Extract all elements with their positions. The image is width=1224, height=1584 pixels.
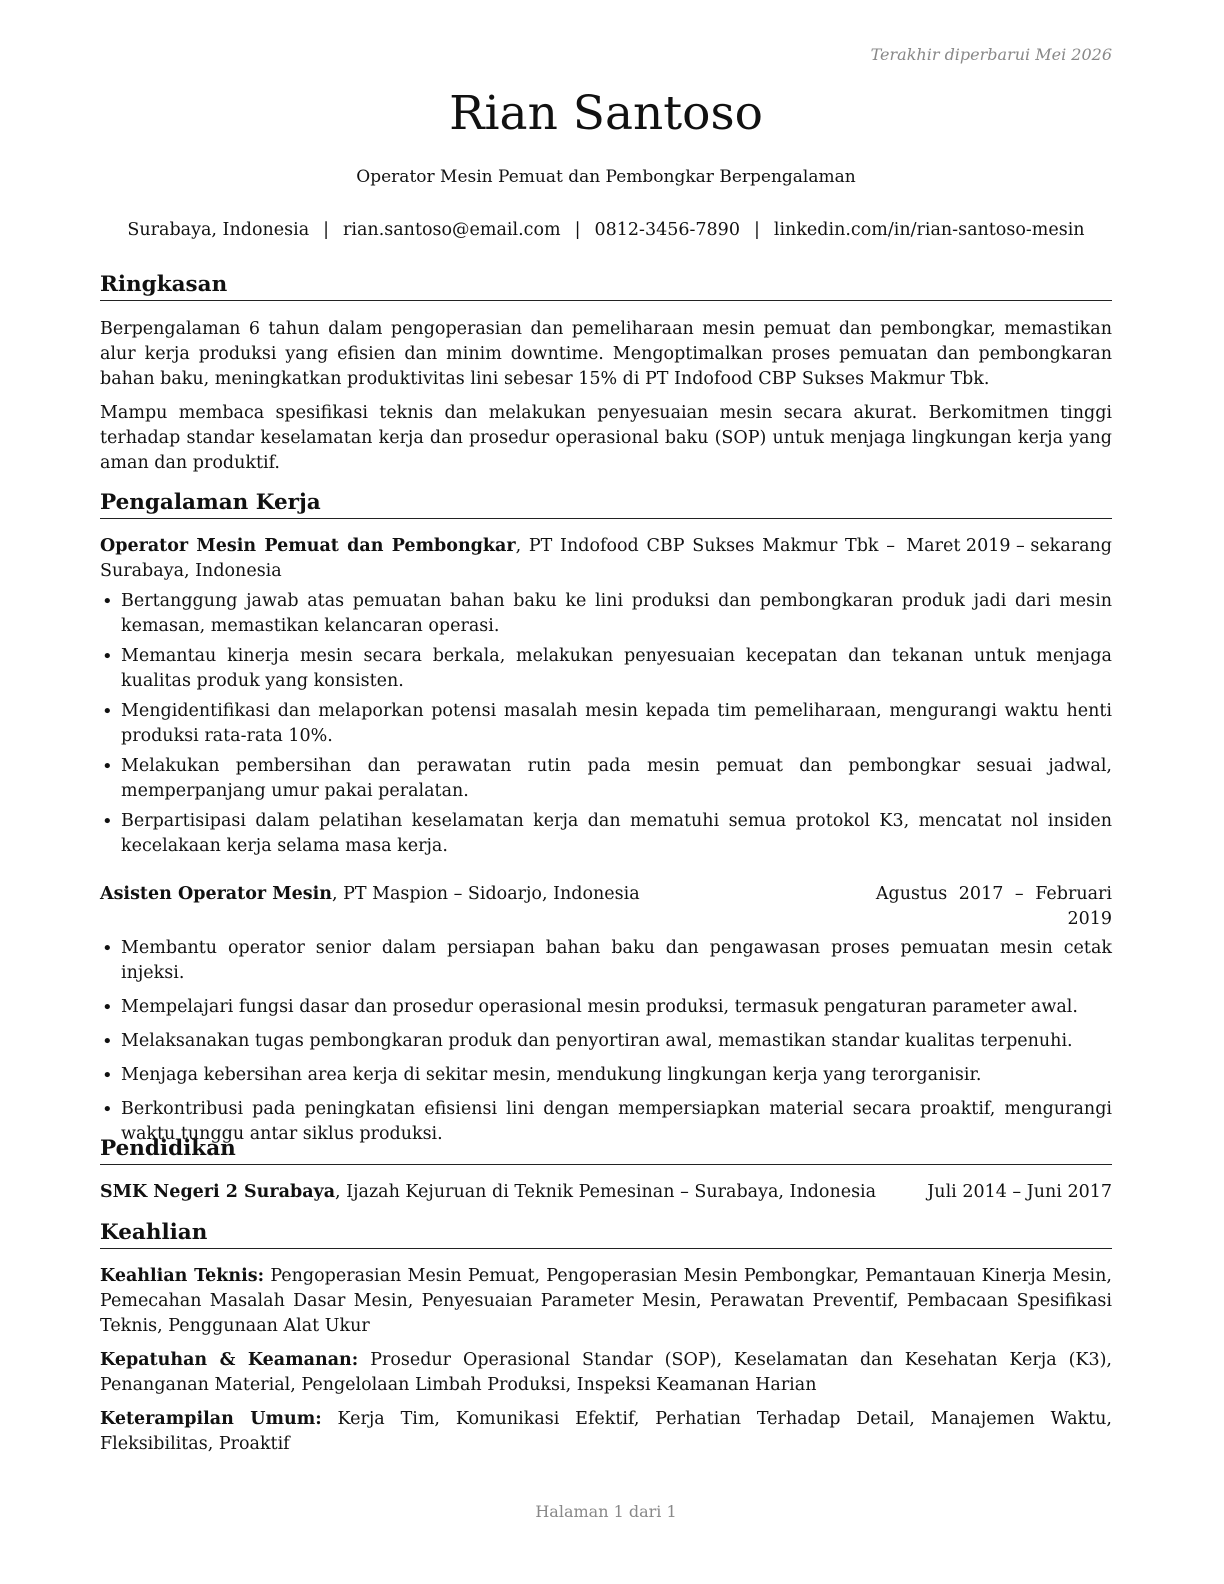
list-item: • Berkontribusi pada peningkatan efisiensi lini dengan mempersiapkan material secara proaktif, mengurangi waktu tunggu antar siklus produksi. [100,1097,1112,1147]
page-number: Halaman 1 dari 1 [535,1502,677,1521]
contact-separator: | [574,220,581,240]
list-item: • Membantu operator senior dalam persiapan bahan baku dan pengawasan proses pemuatan mesin cetak injeksi. [100,936,1112,986]
skill-group [100,1348,1112,1398]
section-title-experience: Pengalaman Kerja [100,489,1112,519]
job-title-line [100,882,640,932]
summary-paragraph: Mampu membaca spesifikasi teknis dan melakukan penyesuaian mesin secara akurat. Berkomitmen tinggi terhadap standar keselamatan kerja dan prosedur operasional baku (SOP) untuk menjaga lingkungan kerja yang aman dan produktif. [100,403,1112,473]
job-organization: , PT Maspion – Sidoarjo, Indonesia [331,884,640,904]
section-title-education: Pendidikan [100,1135,1112,1165]
job-role: Asisten Operator Mesin [100,884,332,904]
skill-group [100,1407,1112,1457]
skill-group-items: Prosedur Operasional Standar (SOP), Keselamatan dan Kesehatan Kerja (K3), Penanganan Material, Pengelolaan Limbah Produksi, Inspeksi Keamanan Harian [100,1350,1112,1395]
list-item: • Mempelajari fungsi dasar dan prosedur operasional mesin produksi, termasuk pengaturan parameter awal. [100,995,1112,1020]
experience-section [100,489,1112,1147]
list-item: • Menjaga kebersihan area kerja di sekitar mesin, mendukung lingkungan kerja yang terorganisir. [100,1063,1112,1088]
candidate-tagline: Operator Mesin Pemuat dan Pembongkar Berpengalaman [356,167,856,187]
contact-location: Surabaya, Indonesia [127,220,310,240]
job-header [100,534,1112,584]
skills-section [100,1219,1112,1457]
contact-phone: 0812-3456-7890 [594,220,740,240]
job-dates-line: Agustus 2017 – Februari [875,884,1112,904]
section-title-summary: Ringkasan [100,271,1112,301]
contact-line [100,220,1112,240]
list-item: • Memantau kinerja mesin secara berkala, melakukan penyesuaian kecepatan dan tekanan untuk menjaga kualitas produk yang konsisten. [100,644,1112,694]
summary-paragraph: Berpengalaman 6 tahun dalam pengoperasian dan pemeliharaan mesin pemuat dan pembongkar, memastikan alur kerja produksi yang efisien dan minim downtime. Mengoptimalkan proses pemuatan dan pembongkaran bahan baku, meningkatkan produktivitas lini sebesar 15% di PT Indofood CBP Sukses Makmur Tbk. [100,319,1112,389]
contact-separator: | [323,220,330,240]
education-entry [100,1180,1112,1205]
job-role: Operator Mesin Pemuat dan Pembongkar [100,536,516,556]
job-entry [100,882,1112,1147]
job-title-line [100,534,895,584]
contact-separator: | [753,220,760,240]
section-title-skills: Keahlian [100,1219,1112,1249]
contact-linkedin[interactable]: linkedin.com/in/rian-santoso-mesin [773,220,1085,240]
skill-group [100,1264,1112,1339]
job-dates: Maret 2019 – sekarang [906,536,1112,556]
education-line [100,1180,876,1205]
candidate-name: Rian Santoso [449,86,763,141]
list-item: • Bertanggung jawab atas pemuatan bahan baku ke lini produksi dan pembongkaran produk jadi dari mesin kemasan, memastikan kelancaran operasi. [100,589,1112,639]
summary-section [100,271,1112,476]
education-section [100,1135,1112,1205]
skill-group-items: Kerja Tim, Komunikasi Efektif, Perhatian Terhadap Detail, Manajemen Waktu, Fleksibilitas, Proaktif [100,1409,1112,1454]
last-updated-note: Terakhir diperbarui Mei 2026 [870,45,1112,64]
list-item: • Melakukan pembersihan dan perawatan rutin pada mesin pemuat dan pembongkar sesuai jadwal, memperpanjang umur pakai peralatan. [100,754,1112,804]
skill-group-label: Keterampilan Umum: [100,1409,322,1429]
list-item: • Melaksanakan tugas pembongkaran produk dan penyortiran awal, memastikan standar kualitas terpenuhi. [100,1029,1112,1054]
skill-group-items: Pengoperasian Mesin Pemuat, Pengoperasian Mesin Pembongkar, Pemantauan Kinerja Mesin, Pemecahan Masalah Dasar Mesin, Penyesuaian Parameter Mesin, Perawatan Preventif, Pembacaan Spesifikasi Teknis, Penggunaan Alat Ukur [100,1266,1112,1336]
job-dates-line: 2019 [1067,909,1112,929]
skill-group-label: Keahlian Teknis: [100,1266,265,1286]
job-bullets [100,589,1112,859]
job-organization: , PT Indofood CBP Sukses Makmur Tbk – Surabaya, Indonesia [100,536,895,581]
job-bullets [100,936,1112,1147]
skill-group-label: Kepatuhan & Keamanan: [100,1350,359,1370]
education-detail: , Ijazah Kejuruan di Teknik Pemesinan – Surabaya, Indonesia [335,1182,877,1202]
job-dates [876,882,1112,932]
school-name: SMK Negeri 2 Surabaya [100,1182,336,1202]
job-header [100,882,1112,932]
education-dates: Juli 2014 – Juni 2017 [927,1182,1112,1202]
contact-email[interactable]: rian.santoso@email.com [343,220,561,240]
list-item: • Berpartisipasi dalam pelatihan keselamatan kerja dan mematuhi semua protokol K3, mencatat nol insiden kecelakaan kerja selama masa kerja. [100,809,1112,859]
list-item: • Mengidentifikasi dan melaporkan potensi masalah mesin kepada tim pemeliharaan, mengurangi waktu henti produksi rata-rata 10%. [100,699,1112,749]
job-entry [100,534,1112,859]
